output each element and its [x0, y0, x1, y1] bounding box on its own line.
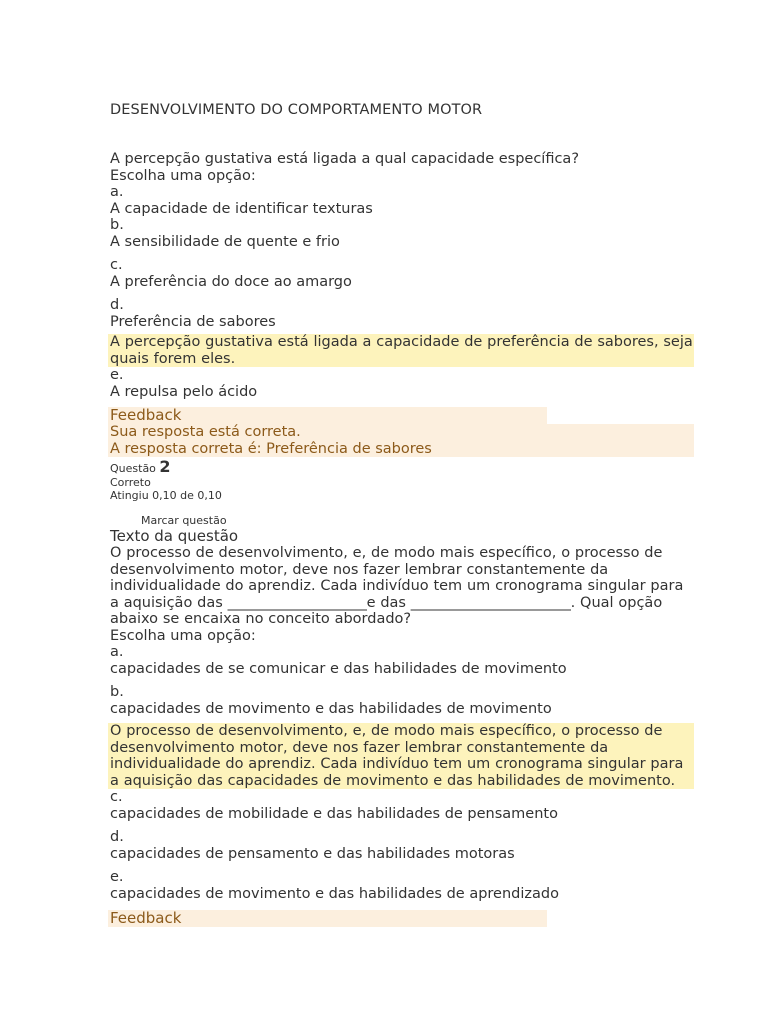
option-explanation: O processo de desenvolvimento, e, de modo mais específico, o processo de desenvolvimento motor, deve nos fazer lembrar constantemente da individualidade do aprendiz. Cada indivíduo tem um cronograma singular para a aquisição das capacidades de movimento e das habilidades de movimento. — [108, 723, 694, 789]
option-letter[interactable]: e. — [110, 869, 124, 885]
question-number-value: 2 — [159, 457, 171, 476]
question-prompt: A percepção gustativa está ligada a qual capacidade específica? — [110, 151, 580, 167]
feedback-correct-answer: A resposta correta é: Preferência de sabores — [110, 440, 432, 457]
question-instruction: Escolha uma opção: — [110, 167, 256, 184]
option-text[interactable]: capacidades de mobilidade e das habilidades de pensamento — [110, 805, 558, 822]
question-label: Questão — [110, 462, 156, 475]
question-prompt — [110, 545, 690, 628]
option-letter[interactable]: c. — [110, 789, 123, 805]
option-text[interactable]: capacidades de movimento e das habilidades de aprendizado — [110, 885, 559, 902]
option-letter[interactable]: b. — [110, 684, 124, 700]
option-text[interactable]: A repulsa pelo ácido — [110, 383, 258, 400]
feedback-heading: Feedback — [108, 407, 547, 424]
option-text[interactable]: A capacidade de identificar texturas — [110, 200, 373, 217]
option-letter[interactable]: c. — [110, 257, 123, 273]
feedback-heading: Feedback — [108, 910, 547, 927]
question-text-heading: Texto da questão — [110, 527, 239, 545]
question-number — [110, 459, 700, 476]
question-prompt-part: e das — [366, 594, 411, 611]
question-prompt-part: . Qual opção abaixo se encaixa no conceito abordado? — [110, 594, 663, 627]
option-text[interactable]: A preferência do doce ao amargo — [110, 273, 352, 290]
option-text[interactable]: Preferência de sabores — [110, 313, 276, 330]
option-letter[interactable]: b. — [110, 217, 124, 233]
option-text[interactable]: capacidades de se comunicar e das habilidades de movimento — [110, 660, 567, 677]
answer-blank: _______________________ — [410, 594, 571, 611]
option-letter[interactable]: a. — [110, 184, 124, 200]
answer-blank: ____________________ — [227, 594, 367, 611]
feedback-panel — [108, 424, 694, 457]
option-letter[interactable]: d. — [110, 829, 124, 845]
question-prompt-part: O processo de desenvolvimento, e, de modo mais específico, o processo de desenvolvimento motor, deve nos fazer lembrar constantemente da individualidade do aprendiz. Cada indivíduo tem um cronograma singular para a aquisição das — [110, 545, 684, 611]
feedback-result: Sua resposta está correta. — [110, 424, 301, 440]
option-letter[interactable]: a. — [110, 644, 124, 660]
option-text[interactable]: capacidades de movimento e das habilidades de movimento — [110, 700, 552, 717]
option-letter[interactable]: e. — [110, 367, 124, 383]
question-status: Correto — [110, 476, 151, 489]
question-info — [110, 459, 700, 502]
option-explanation: A percepção gustativa está ligada a capacidade de preferência de sabores, seja quais forem eles. — [110, 334, 693, 367]
option-text[interactable]: capacidades de pensamento e das habilidades motoras — [110, 845, 515, 862]
option-letter[interactable]: d. — [110, 297, 124, 313]
question-score: Atingiu 0,10 de 0,10 — [110, 489, 222, 502]
flag-question-link[interactable]: Marcar questão — [141, 514, 227, 527]
document-title: DESENVOLVIMENTO DO COMPORTAMENTO MOTOR — [110, 102, 483, 118]
option-text[interactable]: A sensibilidade de quente e frio — [110, 233, 340, 250]
question-1 — [110, 151, 700, 927]
question-instruction: Escolha uma opção: — [110, 627, 256, 644]
